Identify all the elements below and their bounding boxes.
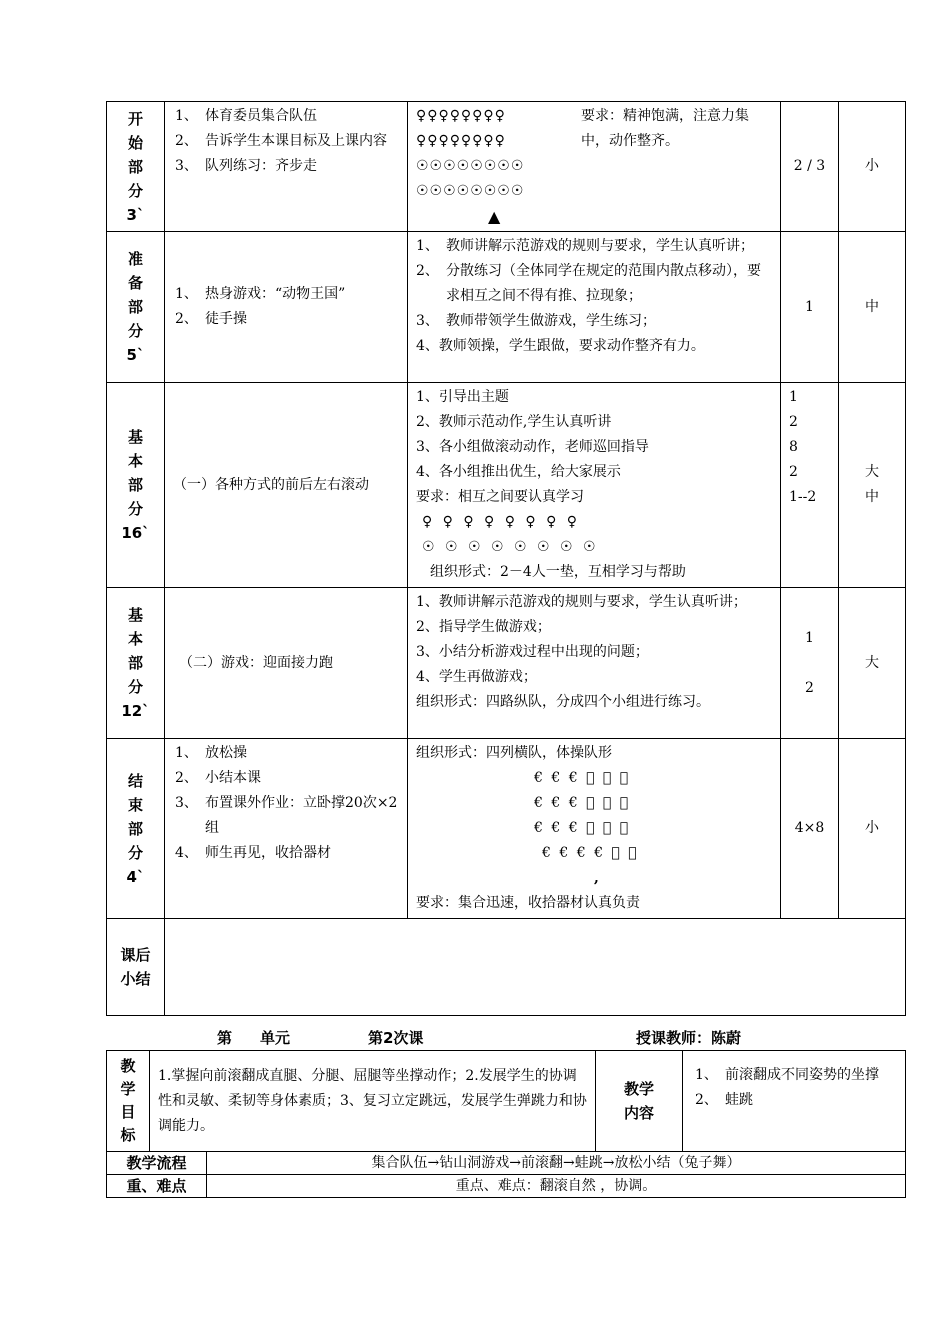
section-organization: 1、引导出主题 2、教师示范动作,学生认真听讲 3、各小组做滚动动作，老师巡回指导 4、各小组推出优生，给大家展示 要求：相互之间要认真学习 ♀ ♀ ♀ ♀ ♀ ♀ ♀ ♀ ☉ ☉ ☉ ☉ ☉ ☉ ☉ ☉ 组织形式：2－4人一垫，互相学习与帮助 xyxy=(408,383,781,588)
list-item: 1、 放松操 xyxy=(175,745,247,761)
teaching-content xyxy=(683,1051,906,1152)
organization-text: 组织形式：四列横队，体操队形 xyxy=(416,745,612,761)
list-item: 2、 徒手操 xyxy=(175,311,247,327)
section-content: （二）游戏：迎面接力跑 xyxy=(165,588,408,739)
section-content xyxy=(165,232,408,383)
after-class-row xyxy=(107,919,906,1016)
flow-text: 集合队伍→钻山洞游戏→前滚翻→蛙跳→放松小结（兔子舞） xyxy=(207,1152,906,1175)
key-label: 重、难点 xyxy=(107,1175,207,1198)
section-label: 准 备 部 分 5` xyxy=(107,232,165,383)
practice-count: 2 / 3 xyxy=(781,102,839,232)
list-item: 3、 教师带领学生做游戏，学生练习； xyxy=(416,313,656,329)
formation-row: ♀ ♀ ♀ ♀ ♀ ♀ ♀ ♀ xyxy=(422,514,579,530)
after-class-label: 课后 小结 xyxy=(107,919,165,1016)
section-row-end xyxy=(107,739,906,919)
list-item: 2、 分散练习（全体同学在规定的范围内散点移动），要求相互之间不得有推、拉现象； xyxy=(416,263,761,304)
intensity: 中 xyxy=(839,232,906,383)
formation-row: € € € xyxy=(534,820,580,836)
intensity: 大 中 xyxy=(839,383,906,588)
section-content: （一）各种方式的前后左右滚动 xyxy=(165,383,408,588)
list-item: 1、 体育委员集合队伍 xyxy=(175,108,317,124)
teacher-marker: ▲ xyxy=(488,207,501,226)
section-organization xyxy=(408,232,781,383)
formation-row: € € € xyxy=(534,795,580,811)
list-item: 2、 小结本课 xyxy=(175,770,261,786)
section-content xyxy=(165,102,408,232)
section-organization xyxy=(408,102,781,232)
formation-row: € € € € xyxy=(542,845,605,861)
list-item: 4、 教师领操，学生跟做，要求动作整齐有力。 xyxy=(416,338,705,354)
list-item: 3、 布置课外作业：立卧撑20次×2组 xyxy=(175,795,398,836)
section-row-prep xyxy=(107,232,906,383)
requirement-text: 要求：集合迅速，收拾器材认真负责 xyxy=(416,895,640,911)
section-organization xyxy=(408,739,781,919)
practice-count: 1 2 8 2 1--2 xyxy=(781,383,839,588)
list-item: 3、 队列练习：齐步走 xyxy=(175,158,317,174)
teacher-marker: , xyxy=(594,870,599,886)
key-row xyxy=(107,1175,906,1198)
objective-label: 教 学 目 标 xyxy=(107,1051,150,1152)
practice-count: 4×8 xyxy=(781,739,839,919)
section-row-basic-2 xyxy=(107,588,906,739)
practice-count: 1 2 xyxy=(781,588,839,739)
list-item: 2、 蛙跳 xyxy=(695,1092,753,1108)
section-label: 基 本 部 分 12` xyxy=(107,588,165,739)
formation-row: ☉ ☉ ☉ ☉ ☉ ☉ ☉ ☉ xyxy=(422,539,597,555)
content-label: 教学 内容 xyxy=(596,1051,683,1152)
section-label: 基 本 部 分 16` xyxy=(107,383,165,588)
section-content xyxy=(165,739,408,919)
list-item: 1、 热身游戏：“动物王国” xyxy=(175,286,346,302)
lesson-number: 第2次课 xyxy=(368,1029,424,1047)
section-row-basic-1 xyxy=(107,383,906,588)
flow-label: 教学流程 xyxy=(107,1152,207,1175)
section-organization: 1、教师讲解示范游戏的规则与要求，学生认真听讲； 2、指导学生做游戏； 3、小结分析游戏过程中出现的问题； 4、学生再做游戏； 组织形式：四路纵队，分成四个小组进行练习。 xyxy=(408,588,781,739)
organization-text: 组织形式：2－4人一垫，互相学习与帮助 xyxy=(430,564,686,580)
objective-row xyxy=(107,1051,906,1152)
unit-label: 第 单元 xyxy=(217,1029,291,1047)
lesson-table xyxy=(106,101,906,1016)
key-text: 重点、难点：翻滚自然 ，协调。 xyxy=(207,1175,906,1198)
lesson2-table xyxy=(106,1050,906,1198)
intensity: 小 xyxy=(839,739,906,919)
intensity: 小 xyxy=(839,102,906,232)
list-item: 1、 前滚翻成不同姿势的坐撑 xyxy=(695,1067,879,1083)
section-label: 开 始 部 分 3` xyxy=(107,102,165,232)
list-item: 1、 教师讲解示范游戏的规则与要求，学生认真听讲； xyxy=(416,238,754,254)
section-row-start xyxy=(107,102,906,232)
formation-row: € € € xyxy=(534,770,580,786)
section-label: 结 束 部 分 4` xyxy=(107,739,165,919)
flow-row xyxy=(107,1152,906,1175)
objective-text: 1.掌握向前滚翻成直腿、分腿、屈腿等坐撑动作；2.发展学生的协调性和灵敏、柔韧等身体素质；3、复习立定跳远，发展学生弹跳力和协调能力。 xyxy=(150,1051,596,1152)
intensity: 大 xyxy=(839,588,906,739)
list-item: 4、 师生再见，收拾器材 xyxy=(175,845,331,861)
requirement-text: 要求：精神饱满，注意力集中，动作整齐。 xyxy=(581,108,749,149)
after-class-content xyxy=(165,919,906,1016)
formation-diagram: ♀♀♀♀♀♀♀♀ ♀♀♀♀♀♀♀♀ ☉☉☉☉☉☉☉☉ ☉☉☉☉☉☉☉☉ ▲ xyxy=(416,104,581,229)
list-item: 2、 告诉学生本课目标及上课内容 xyxy=(175,133,387,149)
practice-count: 1 xyxy=(781,232,839,383)
teacher-name: 授课教师：陈蔚 xyxy=(636,1029,742,1047)
